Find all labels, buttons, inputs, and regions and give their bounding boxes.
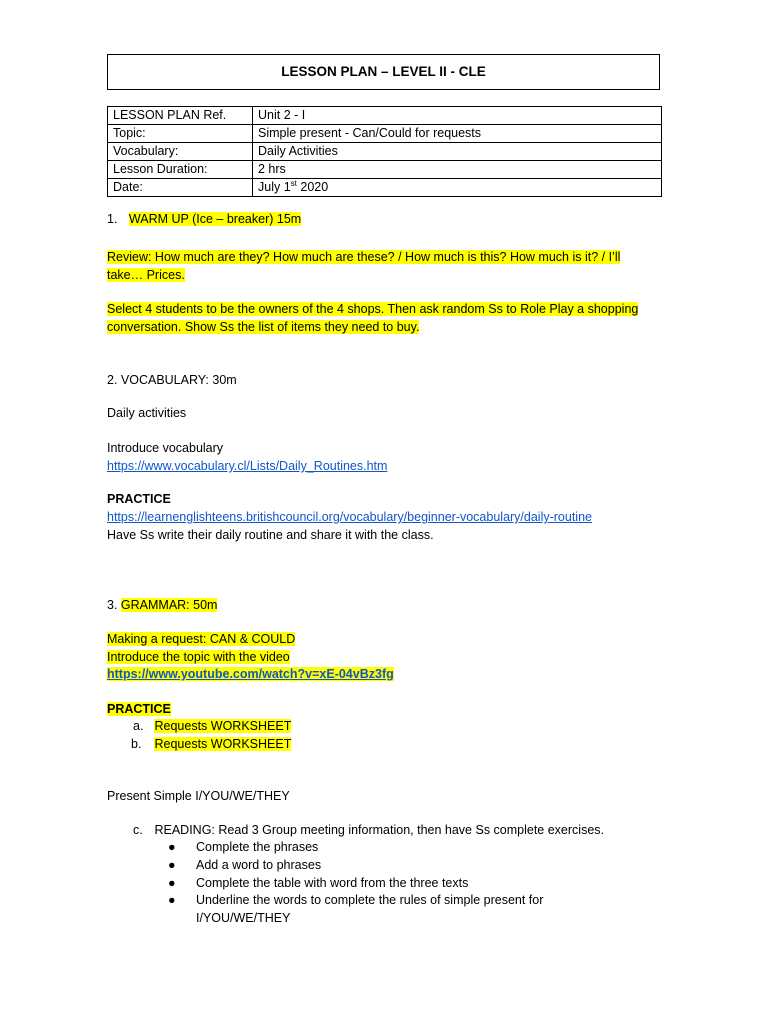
date-prefix: July 1 [258,180,291,194]
worksheet-item-b [131,735,291,753]
info-value: Unit 2 - I [253,107,662,125]
grammar-practice: PRACTICE [107,702,171,716]
bullet-icon: ● [168,876,176,890]
bullet-continuation: I/YOU/WE/THEY [196,911,291,925]
list-marker: b. [131,737,142,751]
bullet-icon: ● [168,893,176,907]
list-marker: c. [133,823,143,837]
vocabulary-task: Have Ss write their daily routine and share it with the class. [107,528,434,542]
info-key: Vocabulary: [108,143,253,161]
table-row [108,179,662,197]
grammar-heading [107,596,217,614]
info-value [253,179,662,197]
daily-routine-link[interactable]: https://learnenglishteens.britishcouncil.org/vocabulary/beginner-vocabulary/daily-routine [107,510,592,524]
introduce-topic: Introduce the topic with the video [107,650,290,664]
info-key: LESSON PLAN Ref. [108,107,253,125]
vocabulary-heading: 2. VOCABULARY: 30m [107,373,237,387]
date-suffix: st [290,178,297,188]
warmup-heading [107,210,301,228]
table-row [108,143,662,161]
grammar-heading-text: GRAMMAR: 50m [120,598,218,612]
lesson-info-table [107,106,662,197]
worksheet-item-a [133,717,291,735]
date-year: 2020 [296,180,329,194]
video-link-row [107,665,394,683]
table-row [108,107,662,125]
vocabulary-link[interactable]: https://www.vocabulary.cl/Lists/Daily_Routines.htm [107,459,388,473]
table-row [108,161,662,179]
making-request: Making a request: CAN & COULD [107,632,296,646]
select-line-1: Select 4 students to be the owners of the 4 shops. Then ask random Ss to Role Play a shopping [107,302,639,316]
reading-text: READING: Read 3 Group meeting information, then have Ss complete exercises. [154,823,605,837]
info-value: 2 hrs [253,161,662,179]
reading-item [133,821,604,839]
title-text: LESSON PLAN – LEVEL II - CLE [281,64,486,79]
info-key: Lesson Duration: [108,161,253,179]
info-key: Topic: [108,125,253,143]
video-link[interactable]: https://www.youtube.com/watch?v=xE-04vBz3fg [107,667,394,681]
worksheet-link-b[interactable]: Requests WORKSHEET [154,737,292,751]
vocabulary-subheading: Daily activities [107,406,187,420]
list-marker: a. [133,719,144,733]
vocabulary-practice: PRACTICE [107,492,171,506]
info-value: Daily Activities [253,143,662,161]
bullet-icon: ● [168,840,176,854]
worksheet-link-a[interactable]: Requests WORKSHEET [154,719,292,733]
table-row [108,125,662,143]
warmup-heading-text: WARM UP (Ice – breaker) 15m [128,212,302,226]
select-line-2: conversation. Show Ss the list of items they need to buy. [107,320,420,334]
page-title [107,54,660,90]
info-value: Simple present - Can/Could for requests [253,125,662,143]
bullet-icon: ● [168,858,176,872]
review-line-1: Review: How much are they? How much are these? / How much is this? How much is it? / I’ll [107,250,621,264]
review-line-2: take… Prices. [107,268,185,282]
vocabulary-intro: Introduce vocabulary [107,441,224,455]
present-simple-heading: Present Simple I/YOU/WE/THEY [107,789,290,803]
info-key: Date: [108,179,253,197]
grammar-number: 3. [107,598,121,612]
warmup-number: 1. [107,212,118,226]
